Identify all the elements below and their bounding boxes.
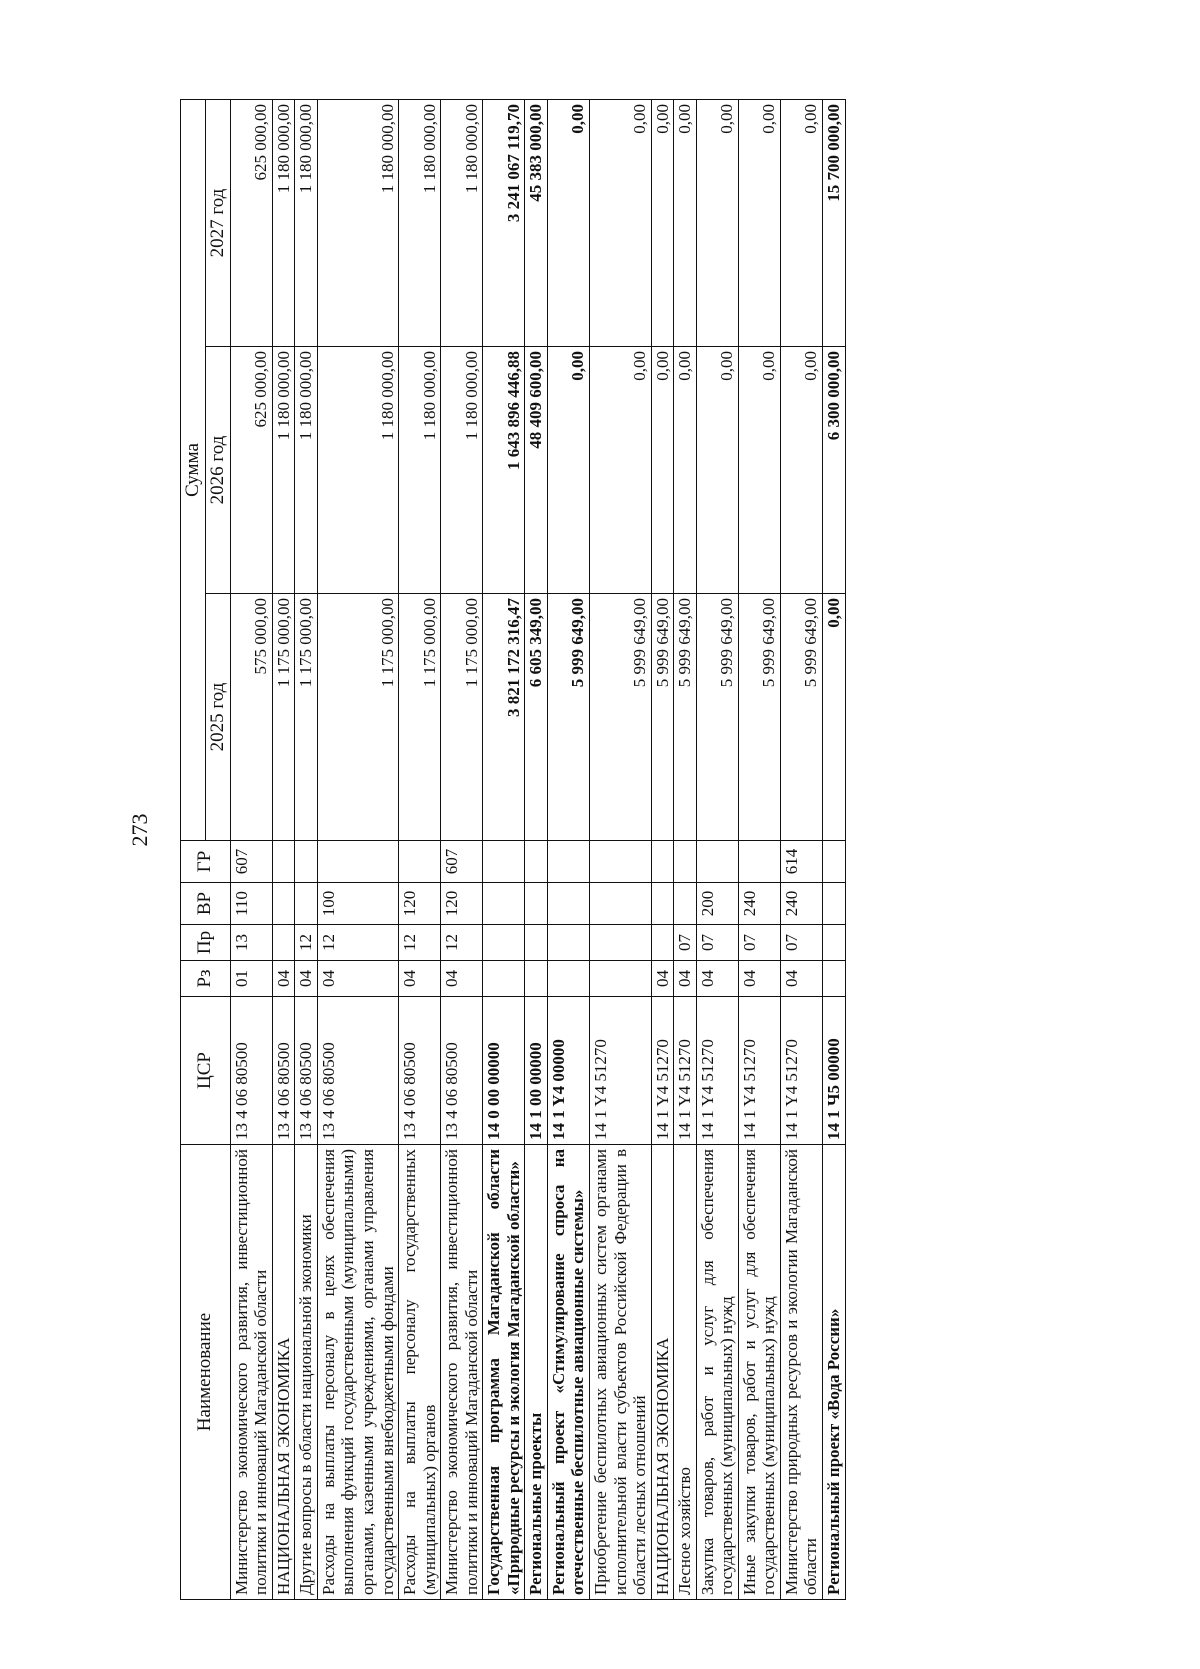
row-sum-2025: 3 821 172 316,47 <box>483 594 525 841</box>
row-sum-2026: 0,00 <box>651 347 674 594</box>
row-pr: 07 <box>696 925 738 961</box>
row-sum-2025: 575 000,00 <box>230 594 272 841</box>
row-rz: 04 <box>780 961 822 997</box>
row-sum-2026: 0,00 <box>589 347 651 594</box>
row-csr: 14 1 Y4 00000 <box>547 997 589 1145</box>
col-header-pr: Пр <box>181 925 231 961</box>
col-header-2025: 2025 год <box>205 594 230 841</box>
row-csr: 14 0 00 00000 <box>483 997 525 1145</box>
row-rz <box>525 961 548 997</box>
budget-table <box>180 99 846 1600</box>
table-row <box>674 100 697 1600</box>
row-vr: 110 <box>230 883 272 925</box>
row-name: Приобретение беспилотных авиационных систем органами исполнительной власти субъектов Российской Федерации в области лесных отношений <box>589 1145 651 1600</box>
col-header-2027: 2027 год <box>205 100 230 347</box>
row-csr: 13 4 06 80500 <box>441 997 483 1145</box>
row-sum-2025: 0,00 <box>823 594 846 841</box>
row-name: Министерство экономического развития, инвестиционной политики и инноваций Магаданской области <box>441 1145 483 1600</box>
row-name: НАЦИОНАЛЬНАЯ ЭКОНОМИКА <box>651 1145 674 1600</box>
row-name: НАЦИОНАЛЬНАЯ ЭКОНОМИКА <box>272 1145 295 1600</box>
row-pr: 12 <box>317 925 398 961</box>
row-csr: 13 4 06 80500 <box>317 997 398 1145</box>
row-sum-2026: 1 180 000,00 <box>399 347 441 594</box>
row-sum-2025: 1 175 000,00 <box>399 594 441 841</box>
table-row <box>738 100 780 1600</box>
row-sum-2026: 0,00 <box>547 347 589 594</box>
table-row <box>295 100 318 1600</box>
row-rz: 04 <box>317 961 398 997</box>
row-vr <box>823 883 846 925</box>
row-gr: 607 <box>441 841 483 883</box>
row-sum-2025: 5 999 649,00 <box>780 594 822 841</box>
row-sum-2026: 0,00 <box>780 347 822 594</box>
row-csr: 13 4 06 80500 <box>399 997 441 1145</box>
row-sum-2025: 1 175 000,00 <box>317 594 398 841</box>
table-row <box>230 100 272 1600</box>
row-csr: 13 4 06 80500 <box>230 997 272 1145</box>
row-rz: 01 <box>230 961 272 997</box>
table-row <box>525 100 548 1600</box>
row-vr <box>525 883 548 925</box>
row-pr: 12 <box>441 925 483 961</box>
row-sum-2027: 0,00 <box>547 100 589 347</box>
row-vr: 200 <box>696 883 738 925</box>
row-sum-2026: 0,00 <box>696 347 738 594</box>
row-gr <box>674 841 697 883</box>
row-sum-2027: 1 180 000,00 <box>399 100 441 347</box>
rotated-table-container <box>180 100 1090 1600</box>
row-rz: 04 <box>295 961 318 997</box>
row-vr <box>547 883 589 925</box>
header-row-1 <box>181 100 206 1600</box>
row-gr <box>738 841 780 883</box>
table-row <box>547 100 589 1600</box>
row-rz <box>547 961 589 997</box>
row-name: Иные закупки товаров, работ и услуг для обеспечения государственных (муниципальных) нужд <box>738 1145 780 1600</box>
row-sum-2026: 48 409 600,00 <box>525 347 548 594</box>
row-gr <box>272 841 295 883</box>
col-header-vr: ВР <box>181 883 231 925</box>
row-vr: 240 <box>738 883 780 925</box>
row-name: Другие вопросы в области национальной экономики <box>295 1145 318 1600</box>
table-row <box>441 100 483 1600</box>
table-row <box>589 100 651 1600</box>
row-pr: 07 <box>674 925 697 961</box>
row-pr: 13 <box>230 925 272 961</box>
col-header-csr: ЦСР <box>181 997 231 1145</box>
row-rz: 04 <box>441 961 483 997</box>
row-gr <box>589 841 651 883</box>
row-name: Региональные проекты <box>525 1145 548 1600</box>
row-sum-2027: 0,00 <box>651 100 674 347</box>
row-sum-2025: 5 999 649,00 <box>696 594 738 841</box>
row-pr <box>483 925 525 961</box>
col-header-rz: Рз <box>181 961 231 997</box>
row-sum-2027: 0,00 <box>696 100 738 347</box>
row-csr: 14 1 00 00000 <box>525 997 548 1145</box>
row-rz: 04 <box>674 961 697 997</box>
col-header-gr: ГР <box>181 841 231 883</box>
row-csr: 14 1 Y4 51270 <box>589 997 651 1145</box>
table-row <box>696 100 738 1600</box>
row-sum-2026: 6 300 000,00 <box>823 347 846 594</box>
row-rz: 04 <box>651 961 674 997</box>
row-sum-2025: 5 999 649,00 <box>589 594 651 841</box>
row-sum-2027: 625 000,00 <box>230 100 272 347</box>
row-rz: 04 <box>399 961 441 997</box>
table-row <box>317 100 398 1600</box>
row-sum-2026: 0,00 <box>738 347 780 594</box>
page-number: 273 <box>127 813 152 847</box>
row-sum-2025: 1 175 000,00 <box>295 594 318 841</box>
row-rz <box>823 961 846 997</box>
row-sum-2027: 1 180 000,00 <box>317 100 398 347</box>
row-vr <box>295 883 318 925</box>
row-sum-2027: 1 180 000,00 <box>295 100 318 347</box>
row-pr: 12 <box>295 925 318 961</box>
row-sum-2026: 1 180 000,00 <box>295 347 318 594</box>
row-name: Закупка товаров, работ и услуг для обеспечения государственных (муниципальных) нужд <box>696 1145 738 1600</box>
row-pr <box>525 925 548 961</box>
row-sum-2025: 1 175 000,00 <box>441 594 483 841</box>
table-row <box>399 100 441 1600</box>
row-vr: 120 <box>441 883 483 925</box>
row-sum-2027: 0,00 <box>674 100 697 347</box>
table-row <box>651 100 674 1600</box>
col-header-name: Наименование <box>181 1145 231 1600</box>
row-vr <box>651 883 674 925</box>
row-vr: 120 <box>399 883 441 925</box>
row-sum-2027: 0,00 <box>780 100 822 347</box>
row-gr <box>399 841 441 883</box>
row-vr <box>483 883 525 925</box>
row-sum-2026: 1 180 000,00 <box>317 347 398 594</box>
row-csr: 14 1 Y4 51270 <box>780 997 822 1145</box>
row-sum-2027: 45 383 000,00 <box>525 100 548 347</box>
row-gr <box>823 841 846 883</box>
row-csr: 13 4 06 80500 <box>272 997 295 1145</box>
row-gr <box>651 841 674 883</box>
row-pr <box>589 925 651 961</box>
row-name: Расходы на выплаты персоналу в целях обеспечения выполнения функций государственными (муниципальными) органами, казенными учреждениями, органами управления государственными внебюджетными фондами <box>317 1145 398 1600</box>
row-pr: 07 <box>780 925 822 961</box>
row-sum-2026: 0,00 <box>674 347 697 594</box>
row-csr: 13 4 06 80500 <box>295 997 318 1145</box>
row-name: Государственная программа Магаданской области «Природные ресурсы и экология Магаданской области» <box>483 1145 525 1600</box>
row-vr: 240 <box>780 883 822 925</box>
row-sum-2027: 0,00 <box>738 100 780 347</box>
row-sum-2025: 5 999 649,00 <box>738 594 780 841</box>
row-pr <box>547 925 589 961</box>
row-csr: 14 1 Y4 51270 <box>696 997 738 1145</box>
table-row <box>272 100 295 1600</box>
row-csr: 14 1 Ч5 00000 <box>823 997 846 1145</box>
row-sum-2025: 1 175 000,00 <box>272 594 295 841</box>
row-pr: 07 <box>738 925 780 961</box>
row-sum-2027: 0,00 <box>589 100 651 347</box>
row-vr: 100 <box>317 883 398 925</box>
row-sum-2027: 1 180 000,00 <box>272 100 295 347</box>
row-pr <box>651 925 674 961</box>
row-csr: 14 1 Y4 51270 <box>738 997 780 1145</box>
row-sum-2027: 15 700 000,00 <box>823 100 846 347</box>
row-rz <box>589 961 651 997</box>
row-gr <box>525 841 548 883</box>
rotated-table-wrapper <box>180 100 1090 1600</box>
row-vr <box>589 883 651 925</box>
table-body <box>230 100 845 1600</box>
row-sum-2025: 5 999 649,00 <box>547 594 589 841</box>
row-sum-2026: 1 180 000,00 <box>272 347 295 594</box>
row-sum-2027: 1 180 000,00 <box>441 100 483 347</box>
row-sum-2026: 1 643 896 446,88 <box>483 347 525 594</box>
row-gr <box>295 841 318 883</box>
row-pr: 12 <box>399 925 441 961</box>
row-name: Министерство экономического развития, инвестиционной политики и инноваций Магаданской области <box>230 1145 272 1600</box>
table-row <box>780 100 822 1600</box>
row-sum-2026: 1 180 000,00 <box>441 347 483 594</box>
row-csr: 14 1 Y4 51270 <box>651 997 674 1145</box>
row-name: Министерство природных ресурсов и экологии Магаданской области <box>780 1145 822 1600</box>
row-rz: 04 <box>738 961 780 997</box>
row-gr <box>317 841 398 883</box>
row-sum-2026: 625 000,00 <box>230 347 272 594</box>
table-row <box>483 100 525 1600</box>
row-name: Лесное хозяйство <box>674 1145 697 1600</box>
row-name: Региональный проект «Стимулирование спроса на отечественные беспилотные авиационные системы» <box>547 1145 589 1600</box>
row-gr <box>547 841 589 883</box>
row-pr <box>272 925 295 961</box>
row-rz <box>483 961 525 997</box>
row-gr <box>696 841 738 883</box>
row-gr: 607 <box>230 841 272 883</box>
col-header-2026: 2026 год <box>205 347 230 594</box>
row-rz: 04 <box>272 961 295 997</box>
row-sum-2027: 3 241 067 119,70 <box>483 100 525 347</box>
row-gr: 614 <box>780 841 822 883</box>
row-name: Расходы на выплаты персоналу государственных (муниципальных) органов <box>399 1145 441 1600</box>
row-gr <box>483 841 525 883</box>
row-csr: 14 1 Y4 51270 <box>674 997 697 1145</box>
row-sum-2025: 5 999 649,00 <box>674 594 697 841</box>
row-vr <box>674 883 697 925</box>
row-sum-2025: 6 605 349,00 <box>525 594 548 841</box>
row-pr <box>823 925 846 961</box>
row-rz: 04 <box>696 961 738 997</box>
table-row <box>823 100 846 1600</box>
row-name: Региональный проект «Вода России» <box>823 1145 846 1600</box>
row-vr <box>272 883 295 925</box>
col-header-sum: Сумма <box>181 100 206 841</box>
row-sum-2025: 5 999 649,00 <box>651 594 674 841</box>
